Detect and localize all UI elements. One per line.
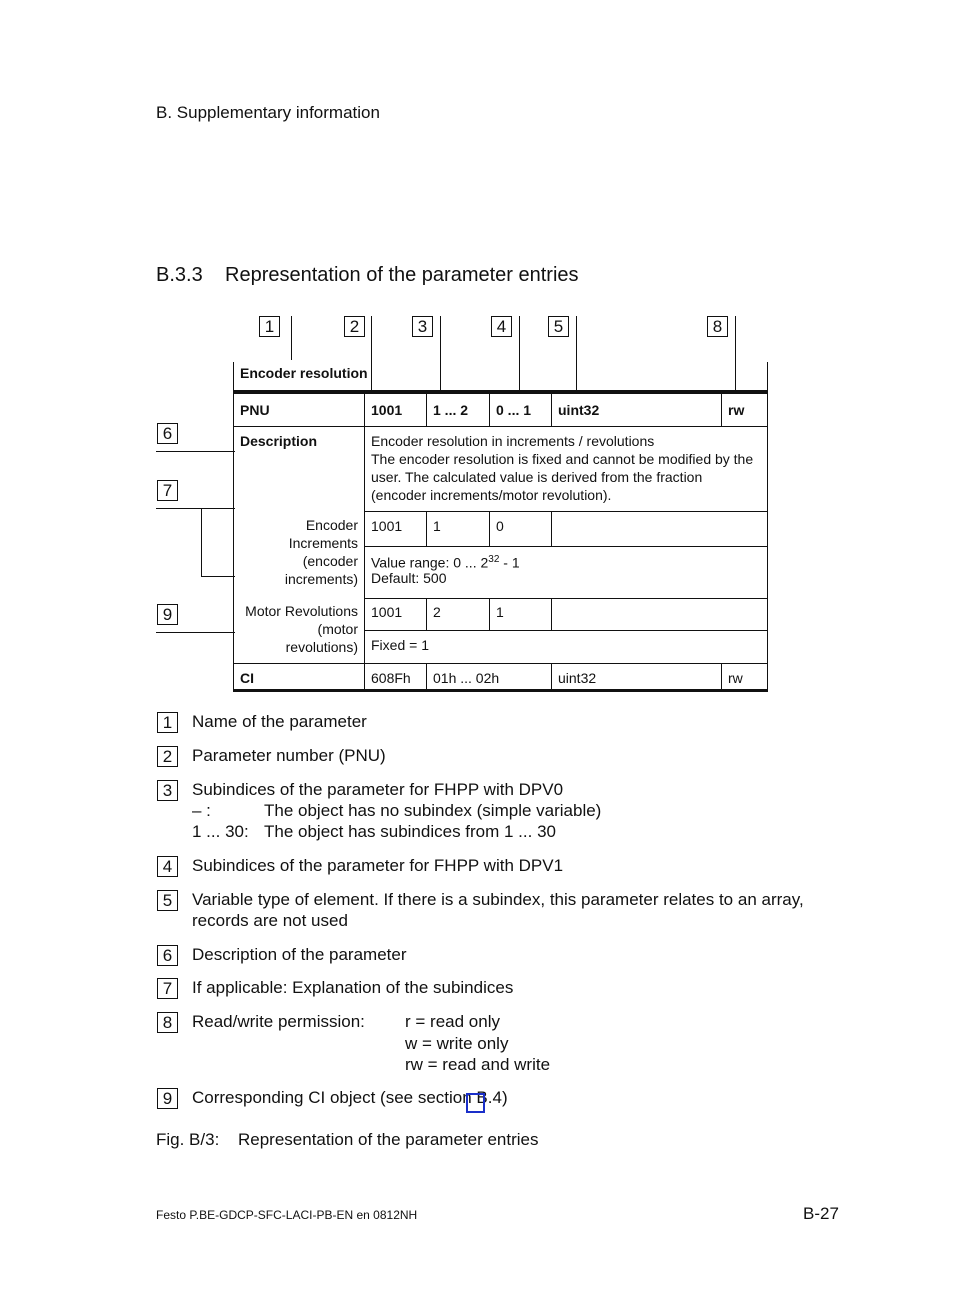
row-rule — [364, 511, 768, 512]
subindex1-pnu: 1001 — [371, 518, 403, 534]
legend-text: Subindices of the parameter for FHPP with DPV0 — [192, 780, 564, 799]
legend-text: Name of the parameter — [192, 712, 367, 731]
parameter-name: Encoder resolution — [240, 365, 368, 381]
table-border — [767, 362, 768, 692]
permission-item: w = write only — [405, 1034, 509, 1053]
subindex1-label: increments) — [284, 571, 358, 587]
callout-2: 2 — [344, 316, 365, 337]
subindex2-label: (motor — [317, 621, 358, 637]
description-label: Description — [240, 433, 318, 449]
subindex1-dpv1: 0 — [496, 518, 504, 534]
variable-type: uint32 — [558, 402, 600, 418]
range-tail: - 1 — [499, 554, 520, 571]
legend-number: 5 — [157, 890, 178, 911]
col-rule — [426, 663, 427, 689]
description-line: The encoder resolution is fixed and cannot be modified by the — [371, 451, 754, 467]
permission-item: rw = read and write — [405, 1055, 551, 1074]
figure-label: Fig. B/3: — [156, 1130, 220, 1149]
legend-number: 7 — [157, 978, 178, 999]
legend-number: 6 — [157, 945, 178, 966]
subindex1-default: Default: 500 — [371, 570, 447, 586]
legend-number: 3 — [157, 780, 178, 801]
legend-sub-value: The object has subindices from 1 ... 30 — [264, 822, 556, 841]
legend-text: If applicable: Explanation of the subindices — [192, 978, 514, 997]
row-rule — [233, 426, 768, 427]
description-line: user. The calculated value is derived from the fraction — [371, 469, 703, 485]
subindex1-label: (encoder — [302, 553, 358, 569]
subindex-dpv0: 1 ... 2 — [433, 402, 469, 418]
description-line: Encoder resolution in increments / revolutions — [371, 433, 655, 449]
col-rule — [551, 598, 552, 630]
legend-sub-key: – : — [192, 801, 211, 820]
row-rule — [364, 546, 768, 547]
subindex1-label: Encoder — [305, 517, 358, 533]
subindex2-dpv0: 2 — [433, 604, 441, 620]
ci-subindex: 01h ... 02h — [433, 670, 500, 686]
col-rule — [426, 511, 427, 546]
leader-line — [735, 316, 736, 390]
table-bottom-rule — [233, 689, 768, 692]
subindex2-pnu: 1001 — [371, 604, 403, 620]
callout-6: 6 — [157, 423, 178, 444]
ci-label: CI — [240, 670, 254, 686]
legend-text: Corresponding CI object (see section B.4) — [192, 1088, 508, 1107]
legend-text: Subindices of the parameter for FHPP with DPV1 — [192, 856, 564, 875]
callout-8: 8 — [707, 316, 728, 337]
section-number: B.3.3 — [156, 264, 203, 286]
section-link-highlight[interactable] — [466, 1093, 485, 1113]
col-rule — [551, 511, 552, 546]
col-rule — [721, 663, 722, 689]
subindex2-label: Motor Revolutions — [245, 603, 358, 619]
ci-type: uint32 — [558, 670, 597, 686]
leader-line — [201, 508, 202, 576]
subindex2-label: revolutions) — [285, 639, 358, 655]
leader-line — [156, 508, 235, 509]
callout-5: 5 — [548, 316, 569, 337]
row-rule — [364, 598, 768, 599]
access-rights: rw — [728, 402, 745, 418]
figure-caption: Representation of the parameter entries — [238, 1130, 539, 1149]
footer: Festo P.BE-GDCP-SFC-LACI-PB-EN en 0812NH — [156, 1208, 418, 1222]
section-title: Representation of the parameter entries — [225, 264, 579, 286]
legend-number: 2 — [157, 746, 178, 767]
subindex-dpv1: 0 ... 1 — [496, 402, 532, 418]
subindex1-label: Increments — [288, 535, 358, 551]
subindex2-dpv1: 1 — [496, 604, 504, 620]
legend-sub-key: 1 ... 30: — [192, 822, 249, 841]
col-rule — [426, 598, 427, 630]
legend-text: Description of the parameter — [192, 945, 407, 964]
permission-item: r = read only — [405, 1012, 500, 1031]
leader-line — [440, 316, 441, 390]
callout-3: 3 — [412, 316, 433, 337]
legend-number: 4 — [157, 856, 178, 877]
leader-line — [156, 632, 235, 633]
pnu-value: 1001 — [371, 402, 403, 418]
ci-access: rw — [728, 670, 743, 686]
callout-7: 7 — [157, 480, 178, 501]
col-rule — [721, 394, 722, 426]
range-exponent: 32 — [488, 554, 500, 565]
running-header: B. Supplementary information — [156, 103, 380, 122]
legend-text: Read/write permission: — [192, 1012, 365, 1031]
pnu-label: PNU — [240, 402, 270, 418]
subindex1-dpv0: 1 — [433, 518, 441, 534]
leader-line — [156, 451, 235, 452]
col-rule — [364, 394, 365, 689]
table-border — [233, 362, 234, 692]
subindex2-fixed: Fixed = 1 — [371, 637, 429, 653]
ci-index: 608Fh — [371, 670, 411, 686]
legend-text: Variable type of element. If there is a subindex, this parameter relates to an array, — [192, 890, 804, 909]
callout-4: 4 — [491, 316, 512, 337]
leader-line — [291, 316, 292, 360]
legend-text: Parameter number (PNU) — [192, 746, 386, 765]
page-number: B-27 — [803, 1204, 839, 1223]
legend-text-cont: records are not used — [192, 911, 348, 930]
legend-sub-value: The object has no subindex (simple variable) — [264, 801, 602, 820]
legend-number: 9 — [157, 1088, 178, 1109]
leader-line — [576, 316, 577, 390]
legend-number: 1 — [157, 712, 178, 733]
leader-line — [371, 316, 372, 390]
col-rule — [489, 394, 490, 426]
legend-number: 8 — [157, 1012, 178, 1033]
col-rule — [426, 394, 427, 426]
row-rule — [233, 663, 768, 664]
table-top-rule — [233, 390, 768, 394]
leader-line — [201, 576, 235, 577]
callout-1: 1 — [259, 316, 280, 337]
col-rule — [551, 663, 552, 689]
description-line: (encoder increments/motor revolution). — [371, 487, 612, 503]
callout-9: 9 — [157, 604, 178, 625]
leader-line — [519, 316, 520, 390]
col-rule — [489, 511, 490, 546]
row-rule — [364, 630, 768, 631]
col-rule — [489, 598, 490, 630]
col-rule — [551, 394, 552, 426]
range-text: Value range: 0 ... 2 — [371, 554, 489, 571]
